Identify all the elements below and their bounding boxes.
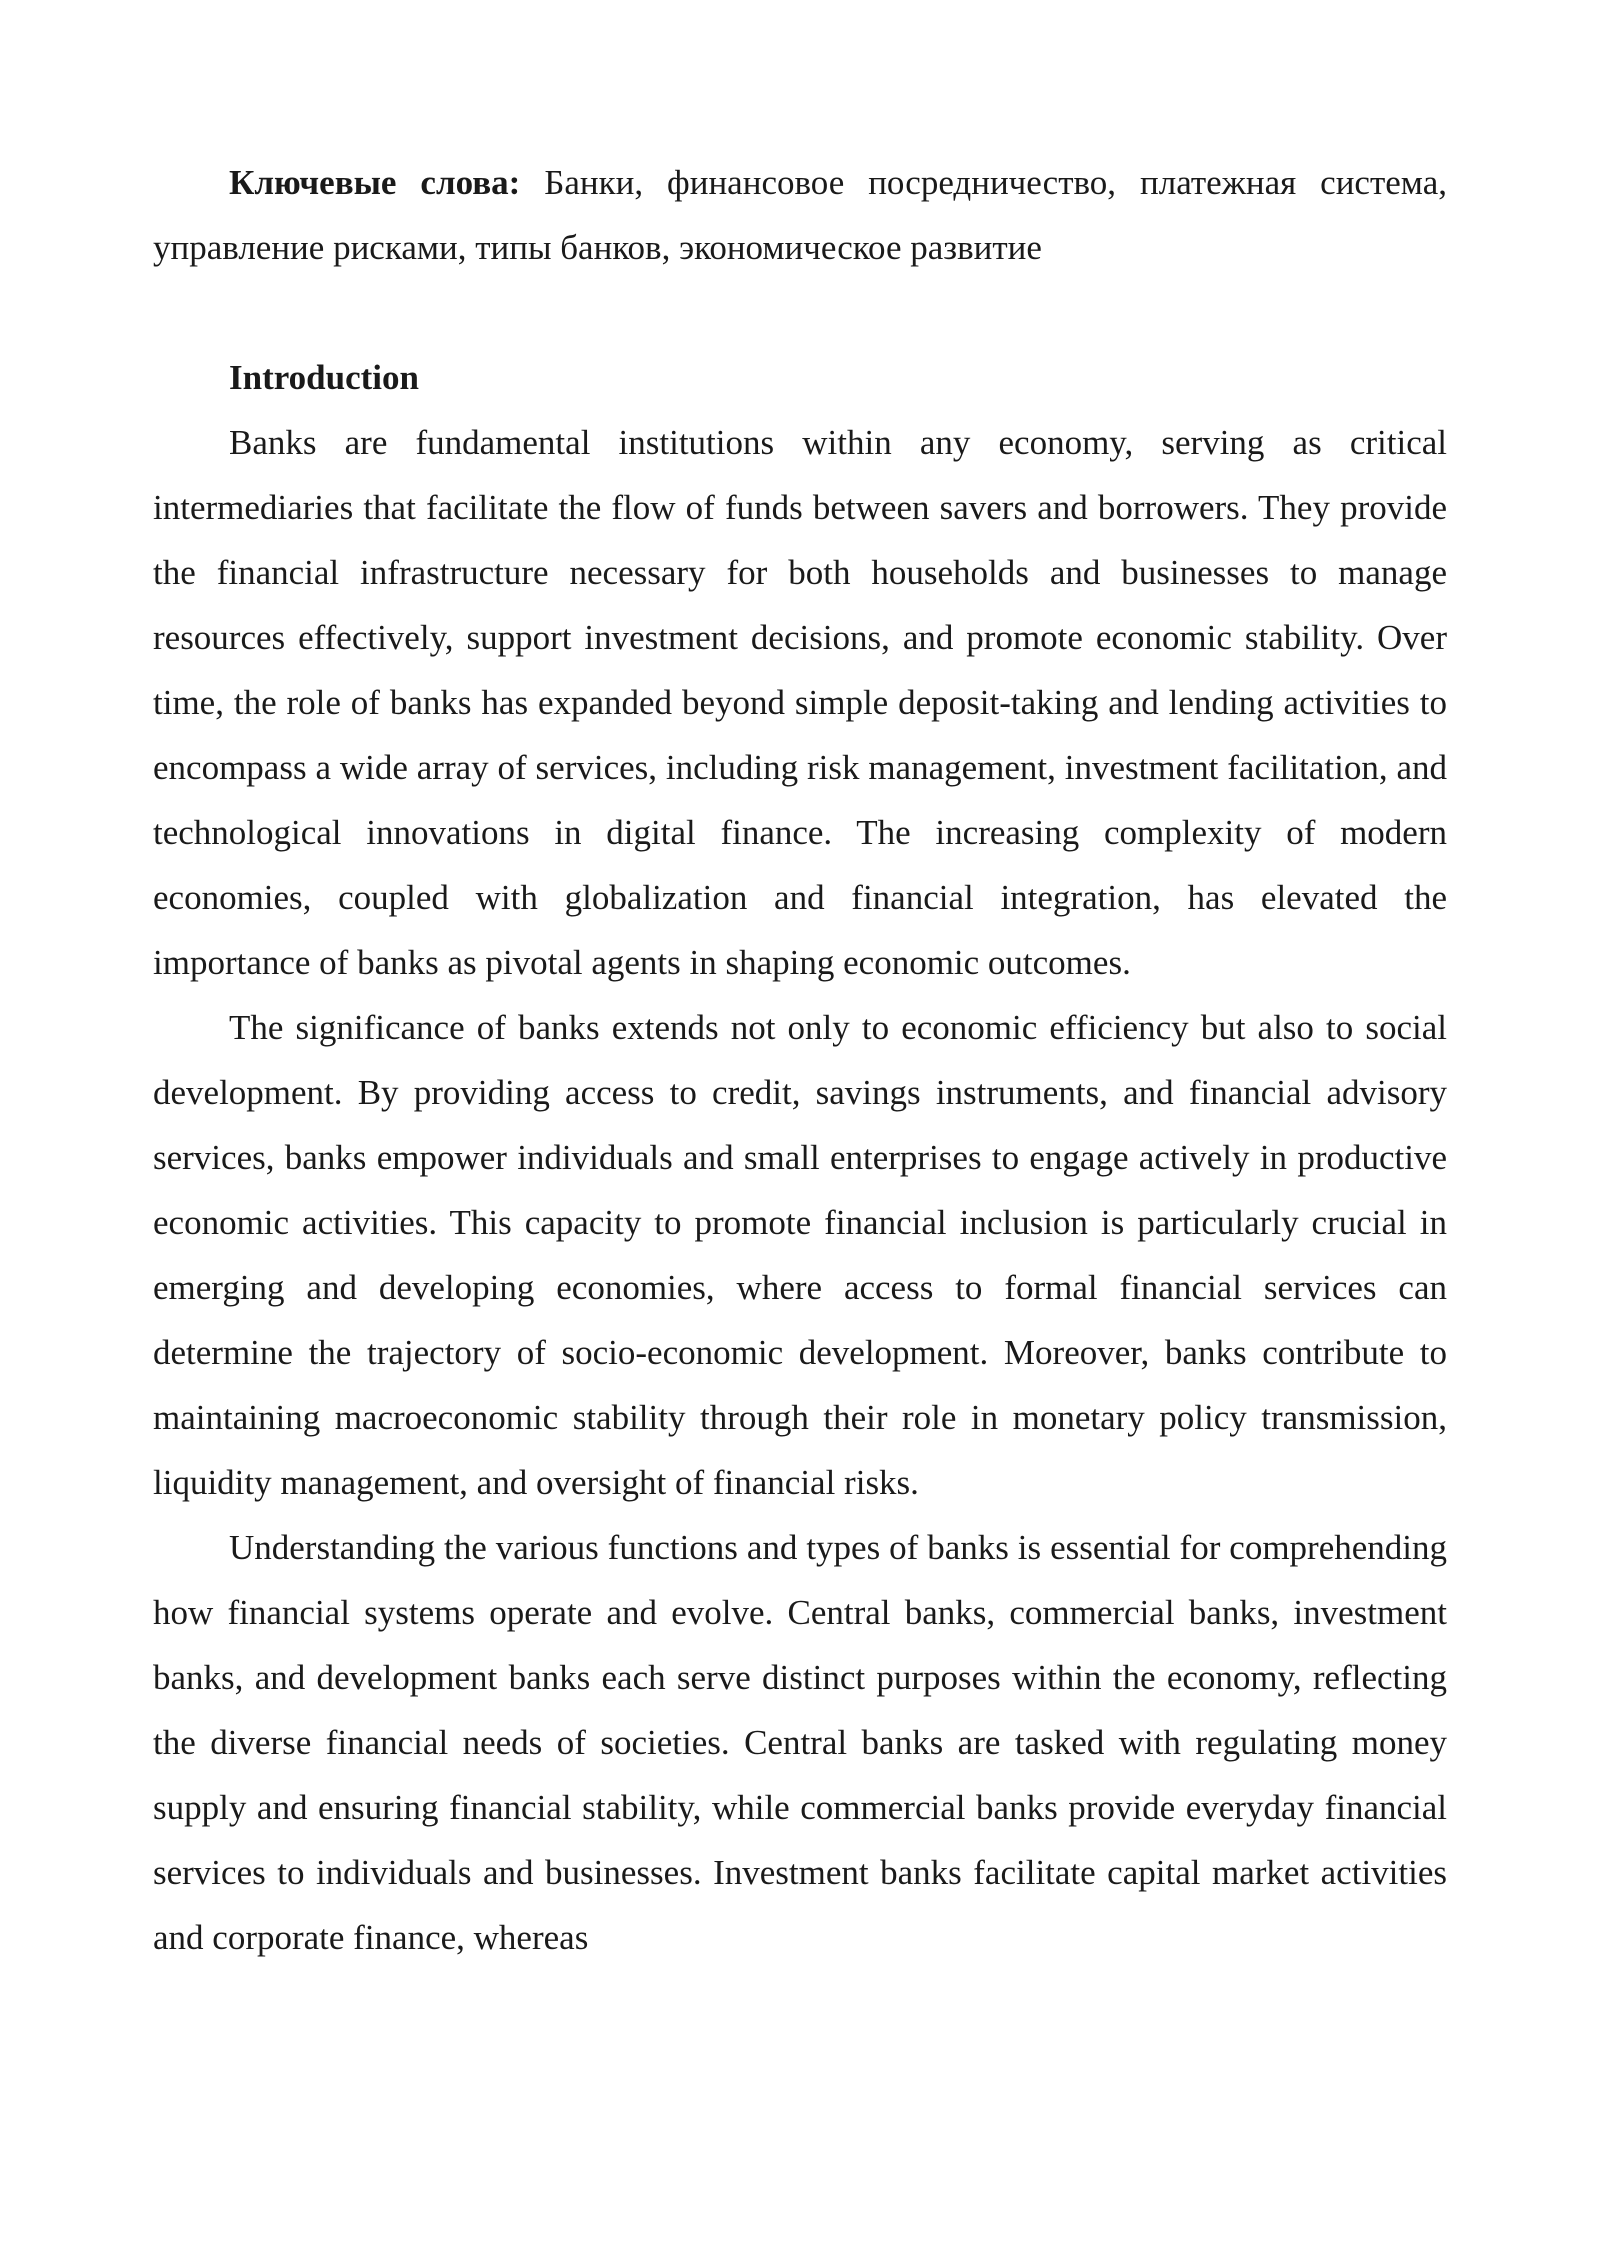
document-page <box>153 150 1447 1970</box>
body-paragraph-3: Understanding the various functions and types of banks is essential for comprehending how financial systems operate and evolve. Central banks, commercial banks, investment banks, and development banks each serve distinct purposes within the economy, reflecting the diverse financial needs of societies. Central banks are tasked with regulating money supply and ensuring financial stability, while commercial banks provide everyday financial services to individuals and businesses. Investment banks facilitate capital market activities and corporate finance, whereas <box>153 1528 1447 1957</box>
keywords-paragraph <box>153 150 1447 280</box>
body-paragraph-2: The significance of banks extends not only to economic efficiency but also to social development. By providing access to credit, savings instruments, and financial advisory services, banks empower individuals and small enterprises to engage actively in productive economic activities. This capacity to promote financial inclusion is particularly crucial in emerging and developing economies, where access to formal financial services can determine the trajectory of socio-economic development. Moreover, banks contribute to maintaining macroeconomic stability through their role in monetary policy transmission, liquidity management, and oversight of financial risks. <box>153 1008 1447 1502</box>
keywords-label: Ключевые слова: <box>229 163 521 202</box>
keywords-text: Банки, финансовое посредничество, платежная система, управление рисками, типы банков, экономическое развитие <box>153 163 1447 267</box>
body-paragraph-1: Banks are fundamental institutions within any economy, serving as critical intermediaries that facilitate the flow of funds between savers and borrowers. They provide the financial infrastructure necessary for both households and businesses to manage resources effectively, support investment decisions, and promote economic stability. Over time, the role of banks has expanded beyond simple deposit-taking and lending activities to encompass a wide array of services, including risk management, investment facilitation, and technological innovations in digital finance. The increasing complexity of modern economies, coupled with globalization and financial integration, has elevated the importance of banks as pivotal agents in shaping economic outcomes. <box>153 423 1447 982</box>
section-heading: Introduction <box>229 358 419 397</box>
